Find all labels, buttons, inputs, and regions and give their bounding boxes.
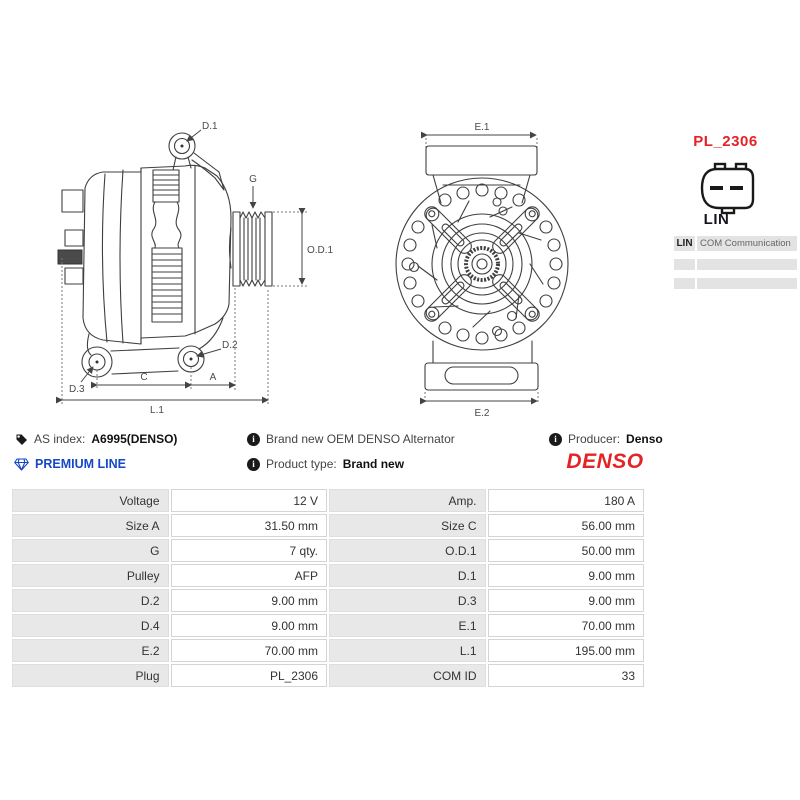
spec-value: 9.00 mm <box>171 589 328 612</box>
spec-label: E.1 <box>329 614 486 637</box>
dim-label-l1: L.1 <box>150 405 164 416</box>
description-text: Brand new OEM DENSO Alternator <box>266 432 455 446</box>
table-row <box>12 539 644 562</box>
dim-label-e2: E.2 <box>474 408 490 419</box>
premium-line-row <box>14 457 126 471</box>
spec-value: 56.00 mm <box>488 514 645 537</box>
spec-label: O.D.1 <box>329 539 486 562</box>
spec-label: D.4 <box>12 614 169 637</box>
plug-connector-drawing <box>695 162 759 216</box>
spec-value: 9.00 mm <box>488 589 645 612</box>
table-row <box>12 614 644 637</box>
spec-value: PL_2306 <box>171 664 328 687</box>
spec-value: 9.00 mm <box>488 564 645 587</box>
plug-code: PL_2306 <box>693 133 758 150</box>
spec-label: G <box>12 539 169 562</box>
as-index-row <box>15 432 177 446</box>
dim-label-d2: D.2 <box>222 340 238 351</box>
info-icon: i <box>247 433 260 446</box>
producer-value: Denso <box>626 432 663 446</box>
spec-value: 70.00 mm <box>171 639 328 662</box>
product-type-value: Brand new <box>342 457 405 471</box>
info-icon: i <box>247 458 260 471</box>
spec-label: Size A <box>12 514 169 537</box>
spec-value: 33 <box>488 664 645 687</box>
spec-label: D.2 <box>12 589 169 612</box>
com-table-empty-row <box>674 278 797 289</box>
table-row <box>12 664 644 687</box>
spec-label: Voltage <box>12 489 169 512</box>
dim-label-c: C <box>140 372 148 383</box>
dim-label-d3: D.3 <box>69 384 85 395</box>
spec-value: 195.00 mm <box>488 639 645 662</box>
spec-label: Plug <box>12 664 169 687</box>
spec-label: COM ID <box>329 664 486 687</box>
product-type-label: Product type: <box>266 457 337 471</box>
spec-label: Amp. <box>329 489 486 512</box>
producer-row <box>549 432 663 446</box>
description-row <box>247 432 455 446</box>
dim-label-od1: O.D.1 <box>307 245 334 256</box>
dim-label-e1: E.1 <box>474 122 490 133</box>
dim-label-a: A <box>209 372 217 383</box>
table-row <box>12 564 644 587</box>
com-communication-table <box>674 236 797 297</box>
table-row <box>12 639 644 662</box>
specs-table <box>10 487 646 689</box>
as-index-label: AS index: <box>34 432 86 446</box>
spec-value: 12 V <box>171 489 328 512</box>
tag-icon <box>15 433 28 446</box>
spec-value: 31.50 mm <box>171 514 328 537</box>
spec-label: D.1 <box>329 564 486 587</box>
table-row <box>12 489 644 512</box>
com-table-value: COM Communication <box>697 236 797 251</box>
premium-line-label: PREMIUM LINE <box>35 457 126 471</box>
spec-label: L.1 <box>329 639 486 662</box>
com-table-header-row <box>674 236 797 251</box>
com-table-key: LIN <box>674 236 695 251</box>
dim-label-g: G <box>249 174 257 185</box>
spec-label: E.2 <box>12 639 169 662</box>
dim-label-d1: D.1 <box>202 121 218 132</box>
spec-value: 9.00 mm <box>171 614 328 637</box>
spec-label: D.3 <box>329 589 486 612</box>
producer-label: Producer: <box>568 432 621 446</box>
table-row <box>12 589 644 612</box>
plug-name-label: LIN <box>703 211 730 228</box>
table-row <box>12 514 644 537</box>
spec-label: Size C <box>329 514 486 537</box>
spec-value: 70.00 mm <box>488 614 645 637</box>
spec-label: Pulley <box>12 564 169 587</box>
front-view-drawing <box>385 108 600 420</box>
spec-value: AFP <box>171 564 328 587</box>
spec-value: 50.00 mm <box>488 539 645 562</box>
product-type-row <box>247 457 404 471</box>
info-icon: i <box>549 433 562 446</box>
as-index-value: A6995(DENSO) <box>91 432 178 446</box>
diamond-icon <box>14 458 29 471</box>
com-table-empty-row <box>674 259 797 270</box>
spec-value: 180 A <box>488 489 645 512</box>
denso-brand-logo: DENSO <box>566 450 644 473</box>
side-view-drawing <box>45 108 345 418</box>
spec-value: 7 qty. <box>171 539 328 562</box>
